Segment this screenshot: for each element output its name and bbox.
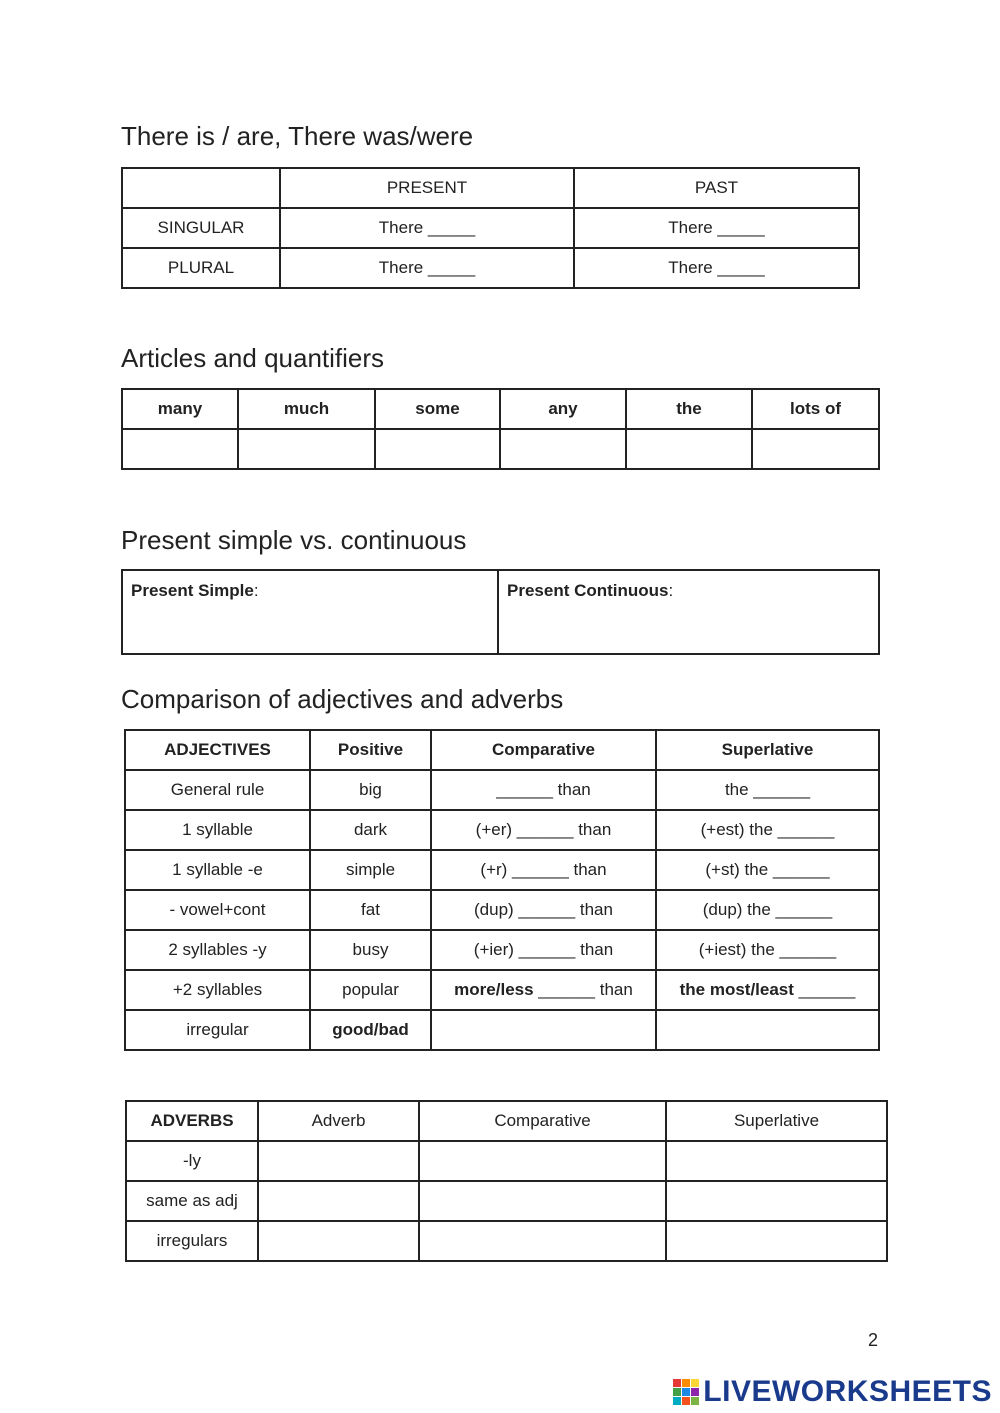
logo-square (691, 1388, 699, 1396)
superlative-rest: ______ (793, 980, 856, 999)
header-cell: Comparative (431, 730, 656, 770)
row-label: SINGULAR (122, 208, 280, 248)
table-row (122, 208, 859, 248)
header-cell: much (238, 389, 375, 429)
rule-cell: same as adj (126, 1181, 258, 1221)
comparative-bold: more/less (454, 980, 534, 999)
fill-cell: There _____ (280, 208, 574, 248)
positive-cell: dark (310, 810, 431, 850)
positive-cell: simple (310, 850, 431, 890)
header-cell: Superlative (666, 1101, 887, 1141)
present-table (121, 569, 880, 655)
superlative-cell: (dup) the ______ (656, 890, 879, 930)
comparative-rest: ______ than (533, 980, 633, 999)
comparative-cell (431, 970, 656, 1010)
rule-cell: +2 syllables (125, 970, 310, 1010)
logo-square (691, 1379, 699, 1387)
table-header-row (125, 730, 879, 770)
there-is-are-table (121, 167, 860, 289)
answer-cell[interactable] (431, 1010, 656, 1050)
comparative-cell: (+r) ______ than (431, 850, 656, 890)
row-label: PLURAL (122, 248, 280, 288)
answer-cell[interactable] (122, 429, 238, 469)
rule-cell: - vowel+cont (125, 890, 310, 930)
rule-cell: 1 syllable -e (125, 850, 310, 890)
logo-square (673, 1379, 681, 1387)
positive-cell: good/bad (310, 1010, 431, 1050)
logo-square (682, 1397, 690, 1405)
brand-name: LIVEWORKSHEETS (703, 1375, 992, 1408)
answer-cell[interactable] (258, 1181, 419, 1221)
present-continuous-label: Present Continuous (507, 581, 669, 600)
table-row (126, 1221, 887, 1261)
header-cell: the (626, 389, 752, 429)
header-cell: lots of (752, 389, 879, 429)
rule-cell: -ly (126, 1141, 258, 1181)
answer-cell[interactable] (666, 1141, 887, 1181)
rule-cell: irregulars (126, 1221, 258, 1261)
fill-cell: There _____ (574, 248, 859, 288)
answer-cell[interactable] (258, 1221, 419, 1261)
answer-cell[interactable] (419, 1141, 666, 1181)
superlative-bold: the most/least (679, 980, 794, 999)
table-row (125, 1010, 879, 1050)
answer-cell[interactable] (752, 429, 879, 469)
answer-cell[interactable] (258, 1141, 419, 1181)
superlative-cell: (+iest) the ______ (656, 930, 879, 970)
rule-cell: General rule (125, 770, 310, 810)
rule-cell: irregular (125, 1010, 310, 1050)
section-title-there: There is / are, There was/were (121, 121, 474, 151)
header-cell: some (375, 389, 500, 429)
table-row (125, 890, 879, 930)
header-cell: Adverb (258, 1101, 419, 1141)
logo-grid-icon (673, 1379, 699, 1405)
header-cell-past: PAST (574, 168, 859, 208)
logo-square (673, 1397, 681, 1405)
articles-table (121, 388, 880, 470)
answer-cell[interactable] (666, 1181, 887, 1221)
header-cell: Superlative (656, 730, 879, 770)
table-row (125, 970, 879, 1010)
table-row (125, 770, 879, 810)
header-cell: ADJECTIVES (125, 730, 310, 770)
table-row (126, 1141, 887, 1181)
fill-cell: There _____ (280, 248, 574, 288)
header-cell: ADVERBS (126, 1101, 258, 1141)
positive-cell: busy (310, 930, 431, 970)
answer-cell[interactable] (419, 1181, 666, 1221)
fill-cell: There _____ (574, 208, 859, 248)
positive-cell: fat (310, 890, 431, 930)
table-row (122, 248, 859, 288)
colon: : (668, 581, 674, 600)
header-cell: many (122, 389, 238, 429)
answer-cell[interactable] (666, 1221, 887, 1261)
answer-cell[interactable] (626, 429, 752, 469)
superlative-cell: (+est) the ______ (656, 810, 879, 850)
table-header-row (122, 389, 879, 429)
adverbs-table (125, 1100, 888, 1262)
page-number: 2 (867, 1330, 878, 1350)
table-row (122, 570, 879, 654)
liveworksheets-logo (673, 1375, 992, 1409)
positive-cell: big (310, 770, 431, 810)
comparative-cell: ______ than (431, 770, 656, 810)
section-title-articles: Articles and quantifiers (121, 343, 385, 373)
section-title-present: Present simple vs. continuous (121, 525, 467, 555)
table-header-row (122, 168, 859, 208)
header-cell: Positive (310, 730, 431, 770)
logo-square (682, 1379, 690, 1387)
comparative-cell: (dup) ______ than (431, 890, 656, 930)
table-row (125, 810, 879, 850)
rule-cell: 1 syllable (125, 810, 310, 850)
header-cell: Comparative (419, 1101, 666, 1141)
section-title-comparison: Comparison of adjectives and adverbs (121, 684, 564, 714)
table-header-row (126, 1101, 887, 1141)
answer-cell[interactable] (500, 429, 626, 469)
answer-cell[interactable] (419, 1221, 666, 1261)
logo-square (682, 1388, 690, 1396)
present-simple-label: Present Simple (131, 581, 254, 600)
rule-cell: 2 syllables -y (125, 930, 310, 970)
positive-cell: popular (310, 970, 431, 1010)
superlative-cell (656, 970, 879, 1010)
present-continuous-cell[interactable] (498, 570, 879, 654)
superlative-cell: (+st) the ______ (656, 850, 879, 890)
comparative-cell: (+er) ______ than (431, 810, 656, 850)
table-row (125, 930, 879, 970)
table-row (126, 1181, 887, 1221)
answer-cell[interactable] (656, 1010, 879, 1050)
answer-cell[interactable] (375, 429, 500, 469)
logo-square (691, 1397, 699, 1405)
colon: : (253, 581, 259, 600)
header-cell-present: PRESENT (280, 168, 574, 208)
logo-square (673, 1388, 681, 1396)
present-simple-cell[interactable] (122, 570, 498, 654)
table-row (122, 429, 879, 469)
table-row (125, 850, 879, 890)
header-cell (122, 168, 280, 208)
comparative-cell: (+ier) ______ than (431, 930, 656, 970)
answer-cell[interactable] (238, 429, 375, 469)
header-cell: any (500, 389, 626, 429)
adjectives-table (124, 729, 880, 1051)
superlative-cell: the ______ (656, 770, 879, 810)
